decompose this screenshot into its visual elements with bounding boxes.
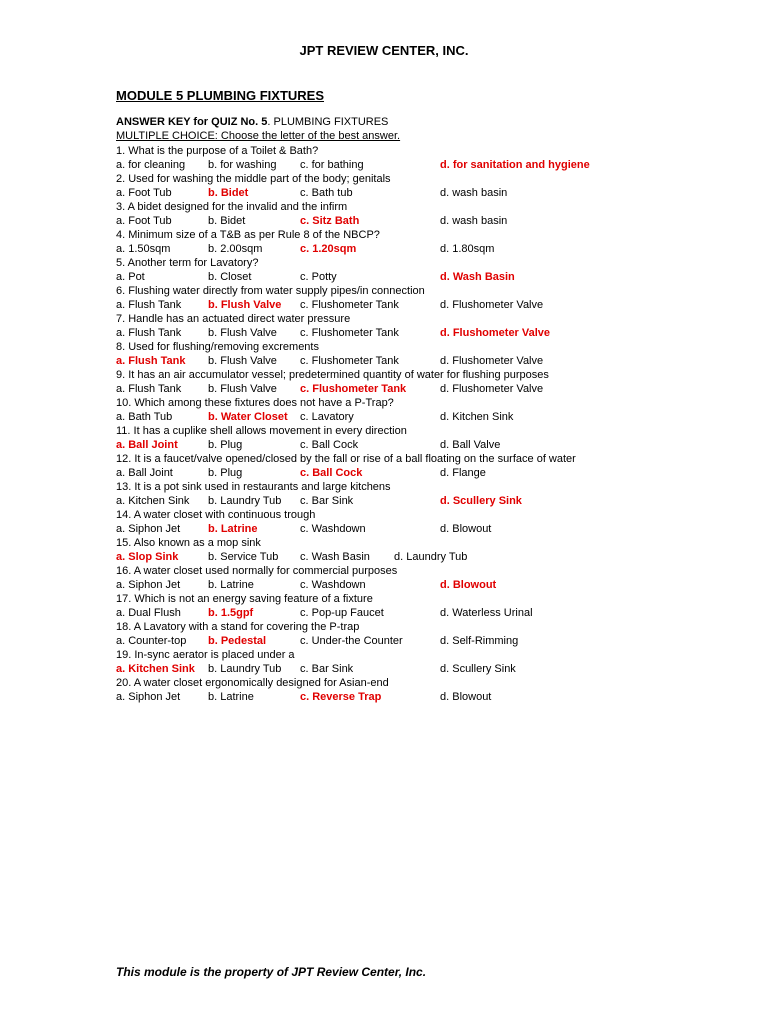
option-d: d. 1.80sqm (440, 243, 495, 255)
question-item (116, 144, 736, 172)
question-item (116, 172, 736, 200)
option-d: d. Scullery Sink (440, 663, 516, 675)
option-b: b. Laundry Tub (208, 663, 282, 675)
option-b: b. Latrine (208, 579, 254, 591)
option-a-correct: a. Ball Joint (116, 439, 178, 451)
options-row (116, 578, 736, 592)
question-item (116, 564, 736, 592)
option-c: c. Pop-up Faucet (300, 607, 384, 619)
question-item (116, 592, 736, 620)
option-d-correct: d. for sanitation and hygiene (440, 159, 590, 171)
option-d: d. Self-Rimming (440, 635, 519, 647)
option-b: b. Latrine (208, 691, 254, 703)
options-row (116, 606, 736, 620)
option-b-correct: b. Water Closet (208, 411, 288, 423)
question-item (116, 312, 736, 340)
option-d: d. wash basin (440, 187, 508, 199)
question-text: 12. It is a faucet/valve opened/closed by the fall or rise of a ball floating on the surface of water (116, 453, 576, 465)
option-b: b. for washing (208, 159, 277, 171)
question-item (116, 452, 736, 480)
option-a: a. Siphon Jet (116, 691, 181, 703)
option-c-correct: c. 1.20sqm (300, 243, 357, 255)
option-d: d. Flange (440, 467, 486, 479)
question-text: 9. It has an air accumulator vessel; predetermined quantity of water for flushing purposes (116, 369, 549, 381)
option-c: c. Ball Cock (300, 439, 359, 451)
option-a: a. Flush Tank (116, 299, 182, 311)
option-a: a. Ball Joint (116, 467, 173, 479)
option-d: d. Blowout (440, 691, 492, 703)
options-row (116, 326, 736, 340)
options-row (116, 550, 736, 564)
option-d-correct: d. Wash Basin (440, 271, 515, 283)
options-row (116, 662, 736, 676)
option-d: d. Waterless Urinal (440, 607, 533, 619)
question-text: 19. In-sync aerator is placed under a (116, 649, 295, 661)
option-a: a. Siphon Jet (116, 579, 181, 591)
option-d-correct: d. Flushometer Valve (440, 327, 551, 339)
instructions: MULTIPLE CHOICE: Choose the letter of the best answer. (116, 130, 401, 142)
option-b-correct: b. 1.5gpf (208, 607, 254, 619)
option-d: d. Flushometer Valve (440, 299, 544, 311)
option-c: c. for bathing (300, 159, 364, 171)
option-a: a. Counter-top (116, 635, 187, 647)
option-d-correct: d. Blowout (440, 579, 497, 591)
options-row (116, 214, 736, 228)
options-row (116, 270, 736, 284)
question-item (116, 284, 736, 312)
question-item (116, 340, 736, 368)
question-text: 14. A water closet with continuous trough (116, 509, 316, 521)
option-a-correct: a. Slop Sink (116, 551, 179, 563)
question-text: 18. A Lavatory with a stand for covering the P-trap (116, 621, 360, 633)
question-item (116, 536, 736, 564)
question-item (116, 424, 736, 452)
option-b: b. Flush Valve (208, 355, 277, 367)
question-text: 8. Used for flushing/removing excrements (116, 341, 319, 353)
option-c: c. Bath tub (300, 187, 353, 199)
question-text: 3. A bidet designed for the invalid and the infirm (116, 201, 348, 213)
question-text: 16. A water closet used normally for commercial purposes (116, 565, 398, 577)
option-a: a. Siphon Jet (116, 523, 181, 535)
options-row (116, 690, 736, 704)
question-item (116, 368, 736, 396)
answer-key-label: ANSWER KEY for QUIZ No. 5 (116, 116, 268, 128)
question-item (116, 200, 736, 228)
options-row (116, 522, 736, 536)
answer-key-subject: . PLUMBING FIXTURES (267, 116, 389, 128)
question-list (116, 144, 736, 704)
question-text: 2. Used for washing the middle part of the body; genitals (116, 173, 391, 185)
question-text: 17. Which is not an energy saving feature of a fixture (116, 593, 373, 605)
option-d: d. Flushometer Valve (440, 383, 544, 395)
question-item (116, 480, 736, 508)
option-d: d. Kitchen Sink (440, 411, 514, 423)
option-a: a. Foot Tub (116, 215, 172, 227)
question-item (116, 508, 736, 536)
option-c: c. Under-the Counter (300, 635, 403, 647)
option-b-correct: b. Pedestal (208, 635, 267, 647)
options-row (116, 410, 736, 424)
option-a: a. Foot Tub (116, 187, 172, 199)
options-row (116, 158, 736, 172)
option-c: c. Wash Basin (300, 551, 370, 563)
option-c-correct: c. Sitz Bath (300, 215, 360, 227)
options-row (116, 634, 736, 648)
option-b-correct: b. Bidet (208, 187, 249, 199)
option-a: a. Kitchen Sink (116, 495, 190, 507)
option-c-correct: c. Flushometer Tank (300, 383, 407, 395)
question-text: 13. It is a pot sink used in restaurants and large kitchens (116, 481, 391, 493)
option-c: c. Flushometer Tank (300, 327, 399, 339)
option-b-correct: b. Latrine (208, 523, 258, 535)
option-a-correct: a. Kitchen Sink (116, 663, 195, 675)
option-b-correct: b. Flush Valve (208, 299, 282, 311)
answer-key-heading (116, 116, 388, 128)
company-title: JPT REVIEW CENTER, INC. (299, 43, 469, 58)
option-b: b. Service Tub (208, 551, 279, 563)
option-c-correct: c. Ball Cock (300, 467, 363, 479)
option-c-correct: c. Reverse Trap (300, 691, 382, 703)
module-title: MODULE 5 PLUMBING FIXTURES (116, 88, 325, 103)
option-d-correct: d. Scullery Sink (440, 495, 522, 507)
option-a: a. Pot (116, 271, 145, 283)
option-d: d. Blowout (440, 523, 492, 535)
option-b: b. Laundry Tub (208, 495, 282, 507)
option-d: d. Ball Valve (440, 439, 501, 451)
option-b: b. Plug (208, 467, 243, 479)
option-c: c. Flushometer Tank (300, 355, 399, 367)
option-c: c. Flushometer Tank (300, 299, 399, 311)
options-row (116, 186, 736, 200)
option-a-correct: a. Flush Tank (116, 355, 186, 367)
option-c: c. Washdown (300, 523, 366, 535)
option-a: a. Dual Flush (116, 607, 181, 619)
option-d: d. Flushometer Valve (440, 355, 544, 367)
option-a: a. Flush Tank (116, 383, 182, 395)
options-row (116, 354, 736, 368)
option-a: a. Bath Tub (116, 411, 173, 423)
options-row (116, 438, 736, 452)
question-text: 6. Flushing water directly from water supply pipes/in connection (116, 285, 425, 297)
option-b: b. Flush Valve (208, 383, 277, 395)
options-row (116, 466, 736, 480)
options-row (116, 494, 736, 508)
question-text: 15. Also known as a mop sink (116, 537, 261, 549)
option-b: b. Plug (208, 439, 243, 451)
option-b: b. 2.00sqm (208, 243, 263, 255)
option-a: a. 1.50sqm (116, 243, 171, 255)
question-item (116, 256, 736, 284)
option-c: c. Lavatory (300, 411, 354, 423)
options-row (116, 382, 736, 396)
question-text: 20. A water closet ergonomically designed for Asian-end (116, 677, 389, 689)
question-text: 11. It has a cuplike shell allows movement in every direction (116, 425, 407, 437)
option-a: a. Flush Tank (116, 327, 182, 339)
option-d: d. Laundry Tub (394, 551, 468, 563)
question-item (116, 648, 736, 676)
option-c: c. Potty (300, 271, 337, 283)
question-text: 4. Minimum size of a T&B as per Rule 8 of the NBCP? (116, 229, 380, 241)
question-item (116, 620, 736, 648)
question-item (116, 228, 736, 256)
question-text: 5. Another term for Lavatory? (116, 257, 259, 269)
question-item (116, 676, 736, 704)
options-row (116, 242, 736, 256)
option-d: d. wash basin (440, 215, 508, 227)
option-b: b. Bidet (208, 215, 246, 227)
option-a: a. for cleaning (116, 159, 186, 171)
options-row (116, 298, 736, 312)
option-c: c. Bar Sink (300, 663, 354, 675)
question-text: 7. Handle has an actuated direct water pressure (116, 313, 351, 325)
option-c: c. Washdown (300, 579, 366, 591)
option-c: c. Bar Sink (300, 495, 354, 507)
option-b: b. Flush Valve (208, 327, 277, 339)
question-text: 1. What is the purpose of a Toilet & Bath? (116, 145, 319, 157)
question-item (116, 396, 736, 424)
footer-note: This module is the property of JPT Review Center, Inc. (116, 965, 427, 979)
question-text: 10. Which among these fixtures does not have a P-Trap? (116, 397, 394, 409)
option-b: b. Closet (208, 271, 252, 283)
